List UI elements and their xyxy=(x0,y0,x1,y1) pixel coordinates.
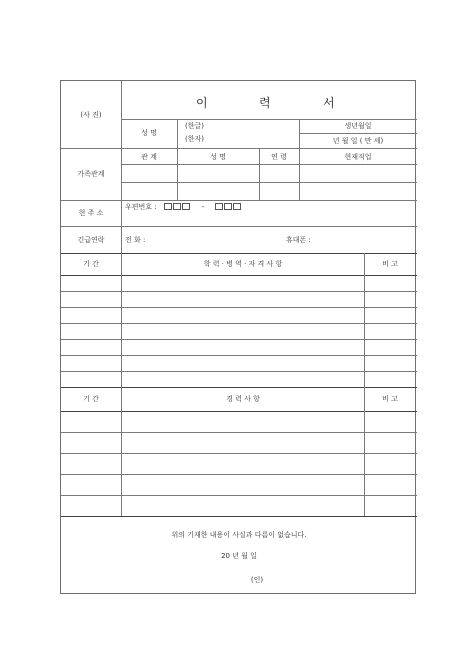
divider-career-bottom xyxy=(61,516,417,517)
edu-remarks-header: 비 고 xyxy=(382,260,398,268)
date-field[interactable]: 20 년 월 일 xyxy=(221,552,257,560)
photo-label: (사 진) xyxy=(80,111,102,119)
career-remarks-header: 비 고 xyxy=(382,395,398,403)
postal-box[interactable] xyxy=(164,203,172,210)
divider-birth-left xyxy=(299,119,300,148)
career-period-header: 기 간 xyxy=(83,395,99,403)
divider-family-col3 xyxy=(299,148,300,200)
title-char-1: 이 xyxy=(196,96,208,110)
birth-label: 생년월일 xyxy=(344,122,372,130)
postal-box[interactable] xyxy=(224,203,232,210)
divider-period-column xyxy=(121,253,122,516)
postal-box[interactable] xyxy=(233,203,241,210)
divider-label-column xyxy=(121,81,122,253)
divider-remarks-column xyxy=(364,253,365,516)
family-header-name: 성 명 xyxy=(210,153,226,161)
postal-code-field[interactable] xyxy=(125,203,242,211)
family-label: 가족관계 xyxy=(77,170,105,178)
career-title-header: 경 력 사 항 xyxy=(226,395,260,403)
edu-period-header: 기 간 xyxy=(83,260,99,268)
name-hangul-field[interactable]: (한글) xyxy=(185,122,204,130)
divider-family-col1 xyxy=(177,148,178,200)
postal-code-label: 우편번호 : xyxy=(125,203,157,211)
divider-birth xyxy=(299,133,417,134)
name-hanja-field[interactable]: (한자) xyxy=(185,135,204,143)
resume-form xyxy=(60,80,416,594)
postal-box[interactable] xyxy=(215,203,223,210)
title-char-3: 서 xyxy=(323,96,335,110)
phone-field[interactable]: 전 화 : xyxy=(125,236,146,244)
statement-text: 위의 기재한 내용이 사실과 다름이 없습니다. xyxy=(171,531,307,539)
mobile-field[interactable]: 휴대폰 : xyxy=(286,236,311,244)
divider-name-label xyxy=(177,119,178,148)
edu-title-header: 학 력 · 병 역 · 자 격 사 항 xyxy=(203,260,283,268)
contact-label: 긴급연락 xyxy=(77,236,105,244)
seal-mark: (인) xyxy=(250,576,264,584)
family-header-job: 현재직업 xyxy=(344,153,372,161)
family-header-relation: 관 계 xyxy=(141,153,157,161)
name-label: 성 명 xyxy=(141,129,157,137)
divider-family-row1 xyxy=(121,182,417,183)
divider-family-header xyxy=(121,164,417,165)
title-char-2: 력 xyxy=(259,96,271,110)
birth-value-field[interactable]: 년 월 일 ( 만 세) xyxy=(332,137,384,145)
divider-address-bottom xyxy=(61,226,417,227)
postal-dash: - xyxy=(201,203,205,211)
divider-family-col2 xyxy=(259,148,260,200)
postal-box[interactable] xyxy=(182,203,190,210)
family-header-age: 연 령 xyxy=(271,153,287,161)
postal-box[interactable] xyxy=(173,203,181,210)
divider-title-bottom xyxy=(121,119,417,120)
divider-family-bottom xyxy=(61,200,417,201)
address-label: 현 주 소 xyxy=(78,209,104,217)
divider-photo-bottom xyxy=(61,148,417,149)
